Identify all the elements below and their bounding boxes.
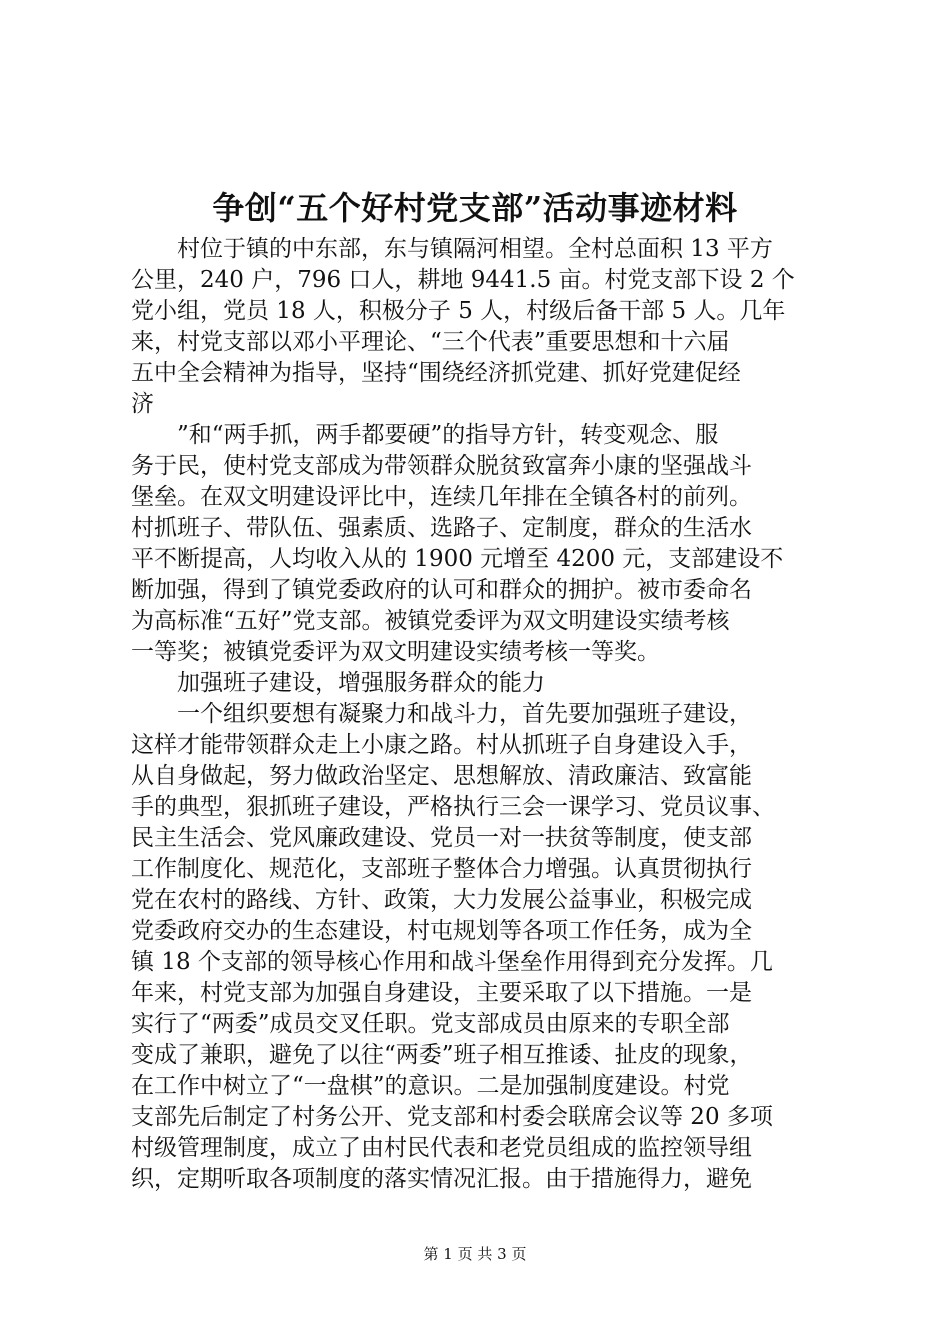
text-line: 年来，村党支部为加强自身建设，主要采取了以下措施。一是 xyxy=(131,980,752,1006)
text-line: 织，定期听取各项制度的落实情况汇报。由于措施得力，避免 xyxy=(131,1166,752,1192)
text-line: 五中全会精神为指导，坚持“围绕经济抓党建、抓好党建促经 xyxy=(131,360,741,386)
text-line: 为高标准“五好”党支部。被镇党委评为双文明建设实绩考核 xyxy=(131,608,730,634)
text-line: 堡垒。在双文明建设评比中，连续几年排在全镇各村的前列。 xyxy=(131,484,752,510)
paragraph xyxy=(131,668,831,699)
text-line: 断加强，得到了镇党委政府的认可和群众的拥护。被市委命名 xyxy=(131,577,752,603)
paragraph xyxy=(131,234,831,420)
text-line: 村级管理制度，成立了由村民代表和老党员组成的监控领导组 xyxy=(131,1135,752,1161)
text-line: 党委政府交办的生态建设，村屯规划等各项工作任务，成为全 xyxy=(131,918,752,944)
paragraph xyxy=(131,699,831,1195)
text-line: 平不断提高，人均收入从的 1900 元增至 4200 元，支部建设不 xyxy=(131,546,784,572)
text-line: 支部先后制定了村务公开、党支部和村委会联席会议等 20 多项 xyxy=(131,1104,773,1130)
text-line: 变成了兼职，避免了以往“两委”班子相互推诿、扯皮的现象， xyxy=(131,1042,753,1068)
text-line: 来，村党支部以邓小平理论、“三个代表”重要思想和十六届 xyxy=(131,329,730,355)
document-title: 争创“五个好村党支部”活动事迹材料 xyxy=(212,189,738,227)
text-line: 加强班子建设，增强服务群众的能力 xyxy=(131,670,545,696)
text-line: 济 xyxy=(131,391,154,417)
text-line: 手的典型，狠抓班子建设，严格执行三会一课学习、党员议事、 xyxy=(131,794,775,820)
text-line: 公里，240 户，796 口人，耕地 9441.5 亩。村党支部下设 2 个 xyxy=(131,267,795,293)
text-line: 党在农村的路线、方针、政策，大力发展公益事业，积极完成 xyxy=(131,887,752,913)
text-line: 一个组织要想有凝聚力和战斗力，首先要加强班子建设， xyxy=(131,701,752,727)
text-line: 村抓班子、带队伍、强素质、选路子、定制度，群众的生活水 xyxy=(131,515,752,541)
text-line: 一等奖；被镇党委评为双文明建设实绩考核一等奖。 xyxy=(131,639,660,665)
text-line: 从自身做起，努力做政治坚定、思想解放、清政廉洁、致富能 xyxy=(131,763,752,789)
text-line: 工作制度化、规范化，支部班子整体合力增强。认真贯彻执行 xyxy=(131,856,752,882)
paragraph xyxy=(131,420,831,668)
text-line: 实行了“两委”成员交叉任职。党支部成员由原来的专职全部 xyxy=(131,1011,730,1037)
page-footer: 第 1 页 共 3 页 xyxy=(423,1245,527,1263)
text-line: 在工作中树立了“一盘棋”的意识。二是加强制度建设。村党 xyxy=(131,1073,730,1099)
text-line: 民主生活会、党风廉政建设、党员一对一扶贫等制度，使支部 xyxy=(131,825,752,851)
text-line: 村位于镇的中东部，东与镇隔河相望。全村总面积 13 平方 xyxy=(131,236,773,262)
text-line: ”和“两手抓，两手都要硬”的指导方针，转变观念、服 xyxy=(131,422,719,448)
text-line: 务于民，使村党支部成为带领群众脱贫致富奔小康的坚强战斗 xyxy=(131,453,752,479)
text-line: 这样才能带领群众走上小康之路。村从抓班子自身建设入手， xyxy=(131,732,752,758)
text-line: 镇 18 个支部的领导核心作用和战斗堡垒作用得到充分发挥。几 xyxy=(131,949,773,975)
text-line: 党小组，党员 18 人，积极分子 5 人，村级后备干部 5 人。几年 xyxy=(131,298,786,324)
document-body xyxy=(131,234,831,1195)
